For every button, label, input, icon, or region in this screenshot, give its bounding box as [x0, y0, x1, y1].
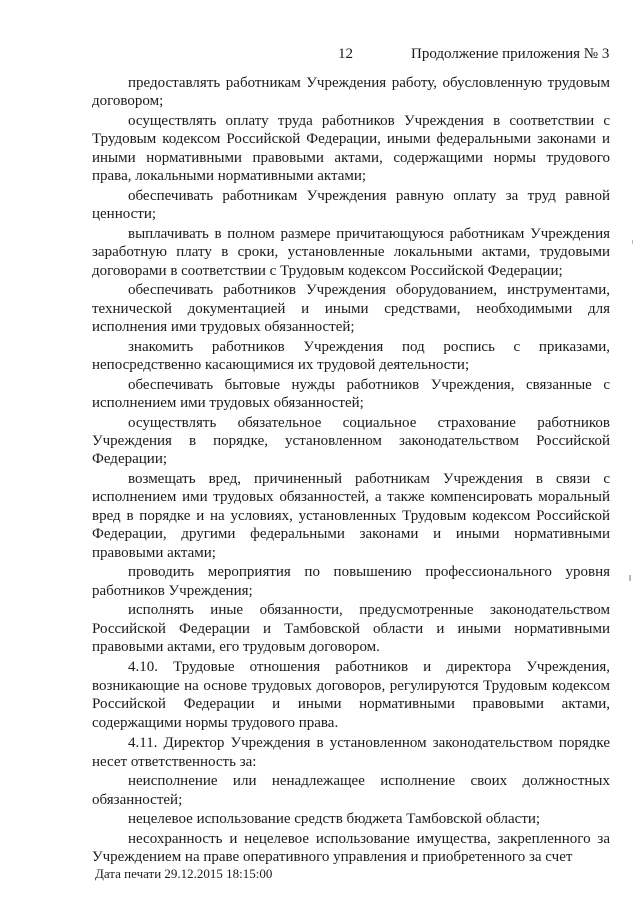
paragraph: обеспечивать бытовые нужды работников Учреждения, связанные с исполнением ими трудовых обязанностей;	[92, 376, 610, 412]
paragraph: предоставлять работникам Учреждения работу, обусловленную трудовым договором;	[92, 75, 610, 110]
paragraph: знакомить работников Учреждения под роспись с приказами, непосредственно касающимися их трудовой деятельности;	[92, 338, 610, 374]
section-paragraph: 4.11. Директор Учреждения в установленном законодательством порядке несет ответственность за:	[92, 735, 610, 770]
appendix-note: Продолжение приложения № 3	[411, 46, 610, 62]
paragraph: осуществлять обязательное социальное страхование работников Учреждения в порядке, установленном законодательством Российской Федерации;	[92, 414, 610, 468]
paragraph: обеспечивать работников Учреждения оборудованием, инструментами, технической документацией и иными средствами, необходимыми для исполнения ими трудовых обязанностей;	[92, 282, 610, 336]
document-body	[92, 74, 610, 868]
print-date: Дата печати 29.12.2015 18:15:00	[95, 866, 273, 881]
paragraph: выплачивать в полном размере причитающуюся работникам Учреждения заработную плату в сроки, установленные локальными актами, трудовыми договорами в соответствии с Трудовым кодексом Российской Федерации;	[92, 225, 610, 279]
paragraph: осуществлять оплату труда работников Учреждения в соответствии с Трудовым кодексом Российской Федерации, иными федеральными законами и иными нормативными правовыми актами, содержащими нормы трудового права, локальными нормативными актами;	[92, 113, 610, 185]
paragraph: обеспечивать работникам Учреждения равную оплату за труд равной ценности;	[92, 187, 610, 223]
page-number: 12	[338, 46, 353, 62]
paragraph: несохранность и нецелевое использование имущества, закрепленного за Учреждением на праве оперативного управления и приобретенного за счет	[92, 830, 610, 866]
scan-mark	[632, 240, 633, 244]
section-paragraph: 4.10. Трудовые отношения работников и директора Учреждения, возникающие на основе трудовых договоров, регулируются Трудовым кодексом Российской Федерации и иными нормативными правовыми актами, содержащими нормы трудового права.	[92, 659, 610, 731]
paragraph: нецелевое использование средств бюджета Тамбовской области;	[128, 811, 541, 828]
paragraph: исполнять иные обязанности, предусмотренные законодательством Российской Федерации и Тамбовской области и иными нормативными правовыми актами, его трудовым договором.	[92, 602, 610, 656]
paragraph: возмещать вред, причиненный работникам Учреждения в связи с исполнением ими трудовых обязанностей, а также компенсировать моральный вред в порядке и на условиях, установленных Трудовым кодексом Российской Федерации, другими федеральными законами и иными нормативными правовыми актами;	[92, 471, 610, 561]
paragraph: проводить мероприятия по повышению профессионального уровня работников Учреждения;	[92, 564, 610, 599]
scan-mark	[629, 575, 631, 581]
paragraph: неисполнение или ненадлежащее исполнение своих должностных обязанностей;	[92, 773, 610, 808]
